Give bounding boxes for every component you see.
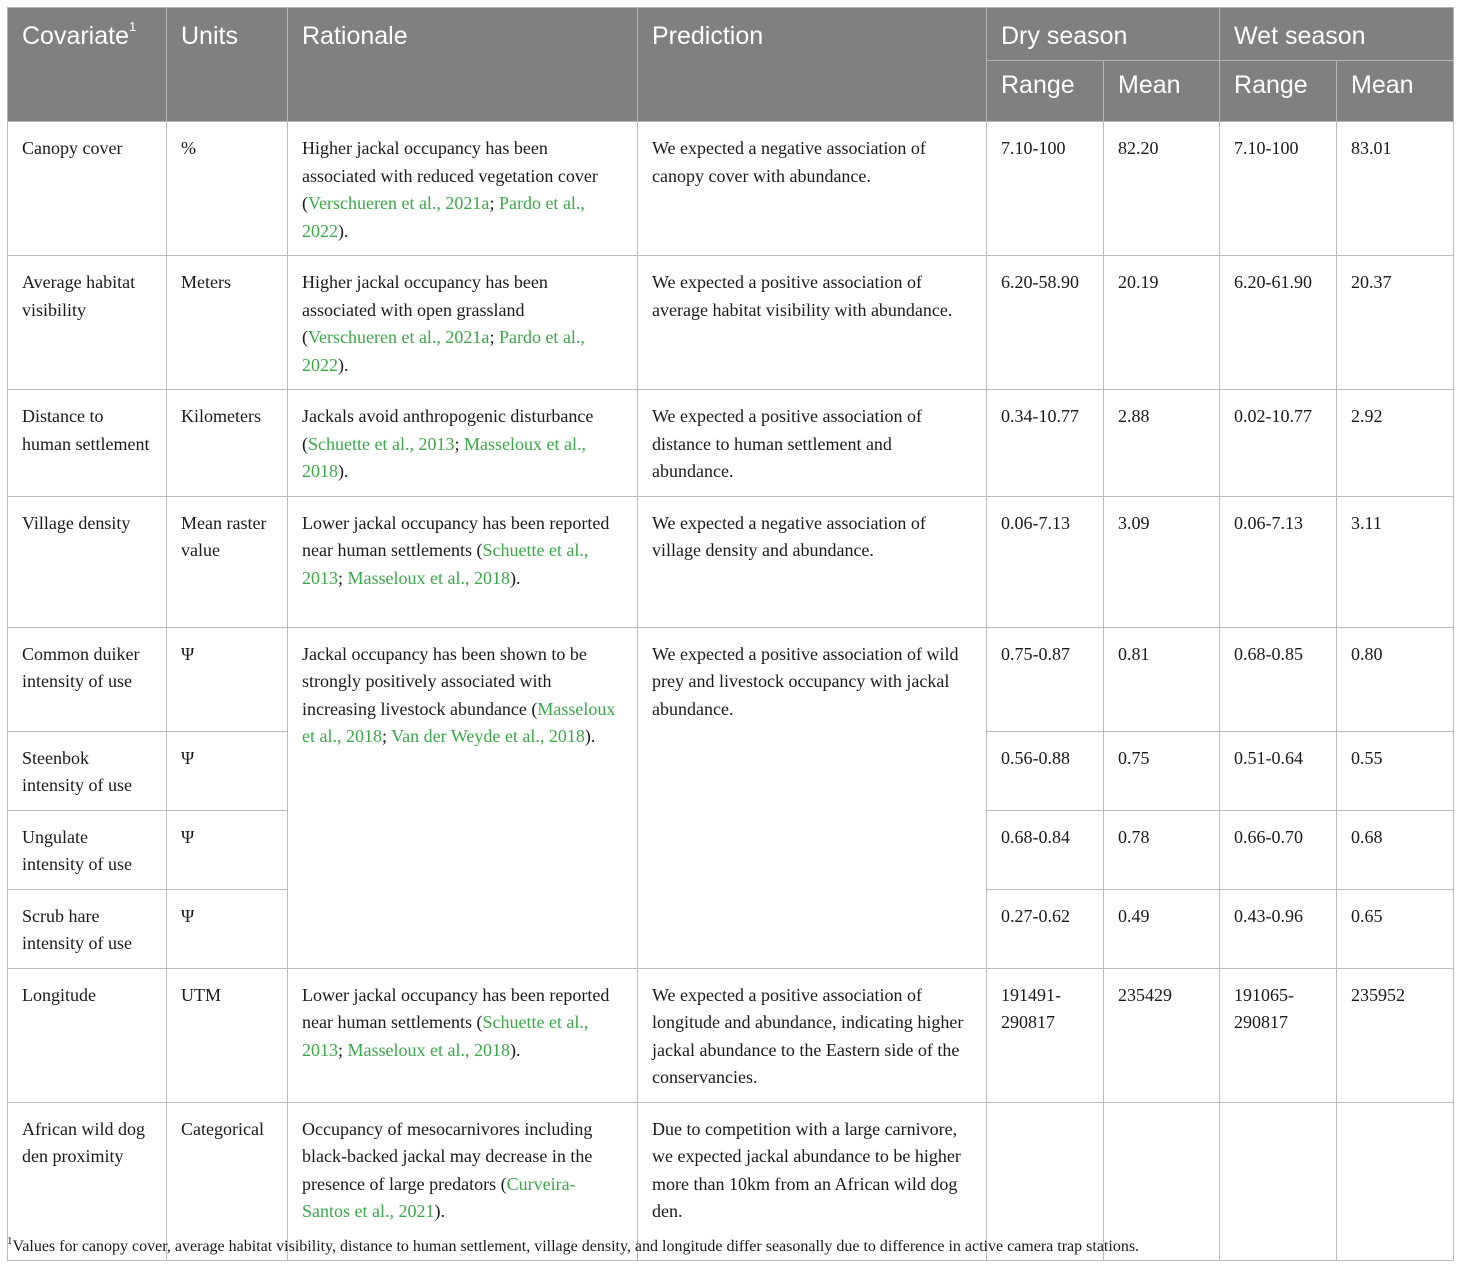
citation-link[interactable]: Masseloux et al., 2018 (302, 698, 616, 746)
header-dry-range: Range (987, 61, 1104, 122)
cell-wet-mean: 0.68 (1337, 810, 1454, 889)
citation-link[interactable]: Van der Weyde et al., 2018 (391, 726, 585, 746)
cell-prediction: We expected a positive association of wild prey and livestock occupancy with jackal abundance. (638, 627, 987, 968)
cell-wet-range: 0.06-7.13 (1220, 496, 1337, 627)
cell-covariate: African wild dog den proximity (8, 1102, 167, 1260)
cell-rationale: Higher jackal occupancy has been associated with reduced vegetation cover (Verschueren et al., 2021a; Pardo et al., 2022). (288, 122, 638, 256)
cell-units: Ψ (167, 731, 288, 810)
cell-rationale: Lower jackal occupancy has been reported near human settlements (Schuette et al., 2013; Masseloux et al., 2018). (288, 968, 638, 1102)
citation-link[interactable]: Masseloux et al., 2018 (302, 433, 586, 481)
table-row-distance-settlement (8, 390, 1454, 497)
cell-wet-range: 6.20-61.90 (1220, 256, 1337, 390)
header-prediction: Prediction (638, 8, 987, 122)
cell-covariate: Common duiker intensity of use (8, 627, 167, 731)
cell-dry-mean: 2.88 (1104, 390, 1220, 497)
cell-wet-mean (1337, 1102, 1454, 1260)
cell-wet-range: 191065-290817 (1220, 968, 1337, 1102)
table-row-habitat-visibility (8, 256, 1454, 390)
citation-link[interactable]: Verschueren et al., 2021a (308, 327, 490, 347)
cell-dry-range: 0.75-0.87 (987, 627, 1104, 731)
citation-link[interactable]: Verschueren et al., 2021a (308, 193, 490, 213)
cell-covariate: Ungulate intensity of use (8, 810, 167, 889)
cell-covariate: Longitude (8, 968, 167, 1102)
header-wet-season: Wet season (1220, 8, 1454, 61)
cell-prediction: We expected a positive association of longitude and abundance, indicating higher jackal abundance to the Eastern side of the conservancies. (638, 968, 987, 1102)
citation-link[interactable]: Masseloux et al., 2018 (347, 567, 510, 588)
cell-wet-mean: 20.37 (1337, 256, 1454, 390)
cell-wet-range: 0.02-10.77 (1220, 390, 1337, 497)
cell-units: Mean raster value (167, 496, 288, 627)
header-covariate: Covariate$^1$ (8, 8, 167, 122)
citation-link[interactable]: Pardo et al., 2022 (302, 327, 585, 375)
cell-dry-range: 6.20-58.90 (987, 256, 1104, 390)
cell-wet-range (1220, 1102, 1337, 1260)
citation-link[interactable]: Schuette et al., 2013 (302, 1012, 589, 1060)
cell-dry-mean: 3.09 (1104, 496, 1220, 627)
cell-wet-mean: 0.55 (1337, 731, 1454, 810)
cell-dry-mean: 20.19 (1104, 256, 1220, 390)
citation-link[interactable]: Curveira-Santos et al., 2021 (302, 1173, 576, 1221)
cell-dry-range: 7.10-100 (987, 122, 1104, 256)
footnote-marker: 1 (7, 1235, 13, 1247)
header-rationale: Rationale (288, 8, 638, 122)
cell-units: Kilometers (167, 390, 288, 497)
header-units: Units (167, 8, 288, 122)
cell-dry-range: 0.56-0.88 (987, 731, 1104, 810)
header-wet-range: Range (1220, 61, 1337, 122)
header-dry-mean: Mean (1104, 61, 1220, 122)
cell-wet-mean: 3.11 (1337, 496, 1454, 627)
cell-covariate: Canopy cover (8, 122, 167, 256)
table-row-village-density (8, 496, 1454, 627)
cell-units: Categorical (167, 1102, 288, 1260)
cell-prediction: We expected a negative association of village density and abundance. (638, 496, 987, 627)
cell-prediction: We expected a positive association of distance to human settlement and abundance. (638, 390, 987, 497)
cell-rationale: Higher jackal occupancy has been associated with open grassland (Verschueren et al., 2021a; Pardo et al., 2022). (288, 256, 638, 390)
cell-units: Ψ (167, 889, 288, 968)
footnote-text: Values for canopy cover, average habitat visibility, distance to human settlement, village density, and longitude differ seasonally due to difference in active camera trap stations. (12, 1238, 1140, 1255)
cell-dry-mean: 0.75 (1104, 731, 1220, 810)
cell-dry-range: 191491-290817 (987, 968, 1104, 1102)
citation-link[interactable]: Pardo et al., 2022 (302, 193, 585, 241)
cell-prediction: Due to competition with a large carnivore, we expected jackal abundance to be higher more than 10km from an African wild dog den. (638, 1102, 987, 1260)
cell-wet-range: 7.10-100 (1220, 122, 1337, 256)
table-row-wild-dog-den (8, 1102, 1454, 1260)
covariate-table-container (7, 7, 1453, 1261)
cell-dry-range: 0.34-10.77 (987, 390, 1104, 497)
cell-covariate: Steenbok intensity of use (8, 731, 167, 810)
cell-wet-range: 0.66-0.70 (1220, 810, 1337, 889)
cell-covariate: Scrub hare intensity of use (8, 889, 167, 968)
cell-wet-range: 0.51-0.64 (1220, 731, 1337, 810)
header-wet-mean: Mean (1337, 61, 1454, 122)
table-footnote (7, 1235, 1140, 1256)
cell-dry-range: 0.27-0.62 (987, 889, 1104, 968)
cell-rationale: Lower jackal occupancy has been reported near human settlements (Schuette et al., 2013; Masseloux et al., 2018). (288, 496, 638, 627)
citation-link[interactable]: Schuette et al., 2013 (308, 433, 455, 454)
cell-prediction: We expected a positive association of average habitat visibility with abundance. (638, 256, 987, 390)
header-row-1 (8, 8, 1454, 61)
cell-dry-mean: 235429 (1104, 968, 1220, 1102)
citation-link[interactable]: Masseloux et al., 2018 (347, 1039, 510, 1060)
cell-dry-range: 0.68-0.84 (987, 810, 1104, 889)
cell-units: UTM (167, 968, 288, 1102)
cell-prediction: We expected a negative association of canopy cover with abundance. (638, 122, 987, 256)
table-row-common-duiker (8, 627, 1454, 731)
cell-dry-range: 0.06-7.13 (987, 496, 1104, 627)
header-dry-season: Dry season (987, 8, 1220, 61)
cell-units: Meters (167, 256, 288, 390)
cell-rationale: Jackals avoid anthropogenic disturbance (Schuette et al., 2013; Masseloux et al., 2018). (288, 390, 638, 497)
cell-wet-mean: 235952 (1337, 968, 1454, 1102)
cell-units: Ψ (167, 627, 288, 731)
cell-dry-mean (1104, 1102, 1220, 1260)
cell-dry-mean: 0.81 (1104, 627, 1220, 731)
cell-covariate: Distance to human settlement (8, 390, 167, 497)
cell-wet-mean: 0.65 (1337, 889, 1454, 968)
citation-link[interactable]: Schuette et al., 2013 (302, 540, 589, 588)
cell-wet-mean: 2.92 (1337, 390, 1454, 497)
cell-dry-mean: 0.78 (1104, 810, 1220, 889)
cell-units: % (167, 122, 288, 256)
cell-units: Ψ (167, 810, 288, 889)
cell-wet-range: 0.43-0.96 (1220, 889, 1337, 968)
cell-wet-mean: 0.80 (1337, 627, 1454, 731)
cell-covariate: Village density (8, 496, 167, 627)
cell-rationale: Occupancy of mesocarnivores including black-backed jackal may decrease in the presence of large predators (Curveira-Santos et al., 2021). (288, 1102, 638, 1260)
cell-covariate: Average habitat visibility (8, 256, 167, 390)
cell-dry-mean: 0.49 (1104, 889, 1220, 968)
table-row-canopy-cover (8, 122, 1454, 256)
cell-dry-mean: 82.20 (1104, 122, 1220, 256)
covariate-table (7, 7, 1454, 1261)
cell-rationale: Jackal occupancy has been shown to be strongly positively associated with increasing livestock abundance (Masseloux et al., 2018; Van der Weyde et al., 2018). (288, 627, 638, 968)
cell-wet-mean: 83.01 (1337, 122, 1454, 256)
table-row-longitude (8, 968, 1454, 1102)
cell-wet-range: 0.68-0.85 (1220, 627, 1337, 731)
cell-dry-range (987, 1102, 1104, 1260)
